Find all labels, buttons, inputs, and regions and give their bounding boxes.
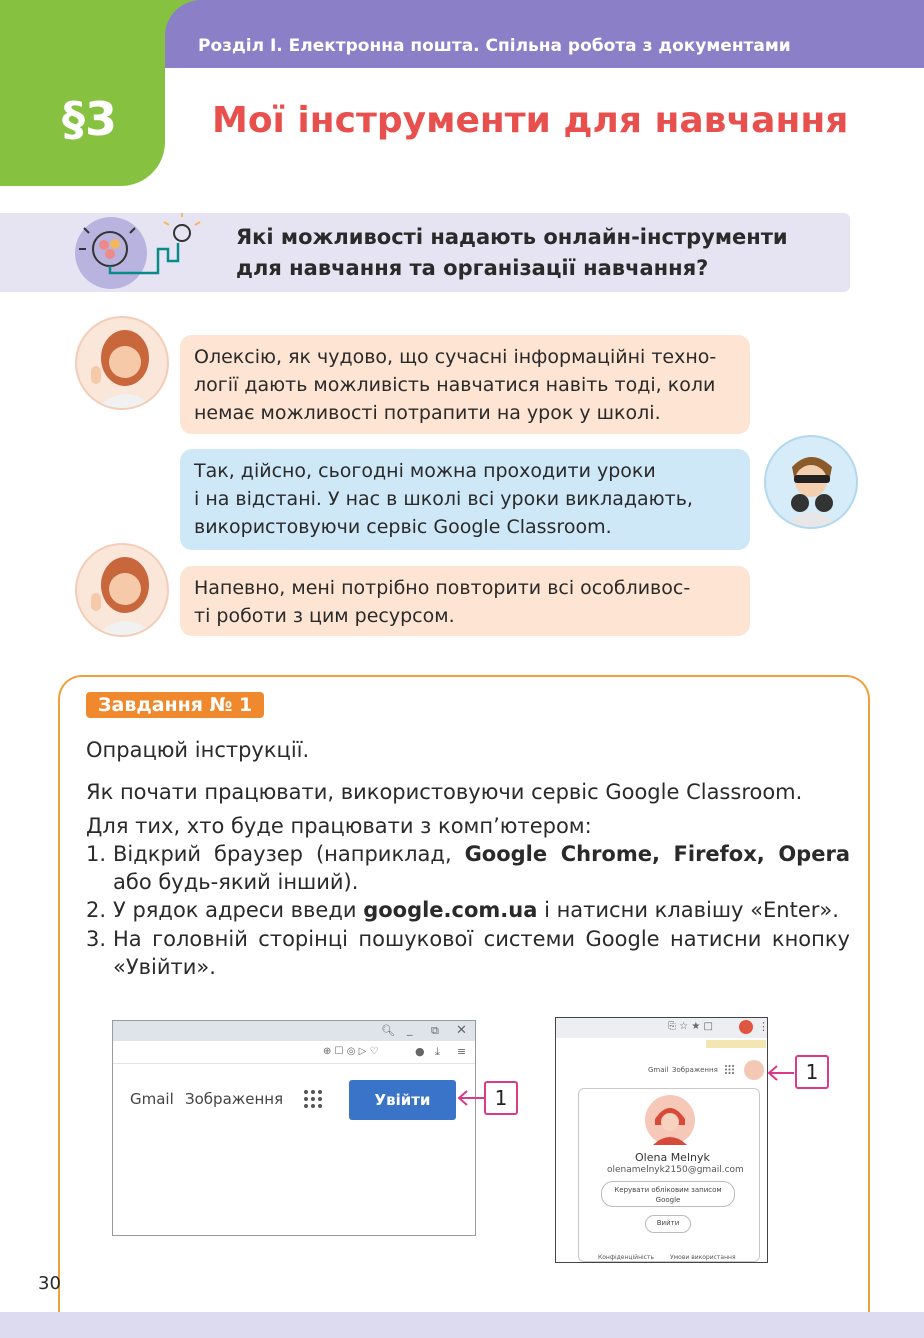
browser-toolbar	[556, 1018, 767, 1038]
privacy-link[interactable]: Конфіденційність	[598, 1254, 654, 1261]
task-intro: Опрацюй інструкції.	[86, 738, 310, 762]
close-icon[interactable]: ✕	[456, 1023, 467, 1038]
gmail-link[interactable]: Gmail	[130, 1090, 174, 1108]
toolbar-icons: ⎘ ☆ ★ □	[668, 1021, 713, 1032]
speech-bubble-2: Так, дійсно, сьогодні можна проходити уроки і на відстані. У нас в школі всі уроки викладають, використовуючи сервіс Google Classroom.	[180, 449, 750, 550]
account-avatar-button[interactable]	[744, 1060, 764, 1080]
images-link[interactable]: Зображення	[185, 1090, 284, 1108]
section-title: Розділ І. Електронна пошта. Спільна робота з документами	[198, 36, 791, 56]
girl-portrait-icon	[77, 545, 167, 635]
menu-icon[interactable]: ≡	[457, 1045, 467, 1058]
window-titlebar	[113, 1021, 475, 1041]
paragraph-number: §3	[62, 92, 118, 146]
apps-grid-icon[interactable]	[303, 1089, 323, 1109]
task-for-whom: Для тих, хто буде працювати з комп’ютером:	[86, 814, 592, 838]
step-2: 2. У рядок адреси введи google.com.ua і натисни клавішу «Enter».	[86, 898, 839, 922]
profile-icon[interactable]: ●	[415, 1045, 425, 1058]
girl-avatar	[75, 316, 169, 410]
apps-grid-icon[interactable]	[724, 1064, 735, 1075]
download-icon[interactable]: ⤓	[435, 1045, 440, 1058]
user-avatar-icon	[645, 1095, 695, 1145]
page-title: Мої інструменти для навчання	[212, 100, 849, 141]
signin-button[interactable]: Увійти	[349, 1080, 456, 1120]
manage-account-button[interactable]: Керувати обліковим записом Google	[601, 1181, 735, 1207]
step-3: 3. На головній сторінці пошукової системи Google натисни кнопку «Увійти».	[86, 927, 850, 979]
terms-link[interactable]: Умови використання	[670, 1254, 736, 1261]
images-link[interactable]: Зображення	[672, 1066, 718, 1074]
signout-button[interactable]: Вийти	[645, 1215, 691, 1233]
boy-avatar	[764, 435, 858, 529]
girl-portrait-icon	[77, 318, 167, 408]
account-email: olenamelnyk2150@gmail.com	[607, 1165, 744, 1175]
page-number: 30	[38, 1273, 61, 1294]
more-icon[interactable]: ⋮	[758, 1020, 769, 1033]
account-popup-screenshot	[555, 1017, 768, 1263]
browser-toolbar	[113, 1041, 475, 1064]
toolbar-icons: ⊕ ☐ ◎ ▷ ♡	[323, 1046, 379, 1057]
account-name: Olena Melnyk	[635, 1151, 710, 1164]
callout-arrow-icon	[456, 1088, 486, 1108]
key-question: Які можливості надають онлайн-інструменти для навчання та організації навчання?	[236, 225, 788, 280]
task-label: Завдання № 1	[86, 692, 264, 718]
speech-bubble-3: Напевно, мені потрібно повторити всі особливос- ті роботи з цим ресурсом.	[180, 566, 750, 636]
google-homepage-screenshot	[112, 1020, 476, 1236]
profile-avatar-icon[interactable]	[739, 1020, 753, 1034]
search-icon: 🔍︎	[381, 1024, 395, 1037]
account-card	[578, 1088, 760, 1262]
restore-icon[interactable]: ⧉	[431, 1024, 439, 1037]
step-1: 1. Відкрий браузер (наприклад, Google Chrome, Firefox, Opera або будь-який інший).	[86, 842, 850, 894]
brain-lightbulb-icon	[74, 213, 214, 292]
callout-number-1: 1	[484, 1081, 518, 1115]
boy-portrait-icon	[766, 437, 856, 527]
girl-avatar-2	[75, 543, 169, 637]
gmail-link[interactable]: Gmail	[648, 1066, 669, 1074]
speech-bubble-1: Олексію, як чудово, що сучасні інформаційні техно- логії дають можливість навчатися навіть тоді, коли немає можливості потрапити на урок у школі.	[180, 335, 750, 434]
minimize-icon[interactable]: _	[407, 1023, 413, 1036]
callout-number-1b: 1	[795, 1055, 829, 1089]
callout-arrow-icon	[766, 1063, 796, 1083]
task-how-to: Як почати працювати, використовуючи сервіс Google Classroom.	[86, 780, 803, 804]
address-bar-fragment	[706, 1040, 766, 1048]
footer-band	[0, 1312, 924, 1338]
